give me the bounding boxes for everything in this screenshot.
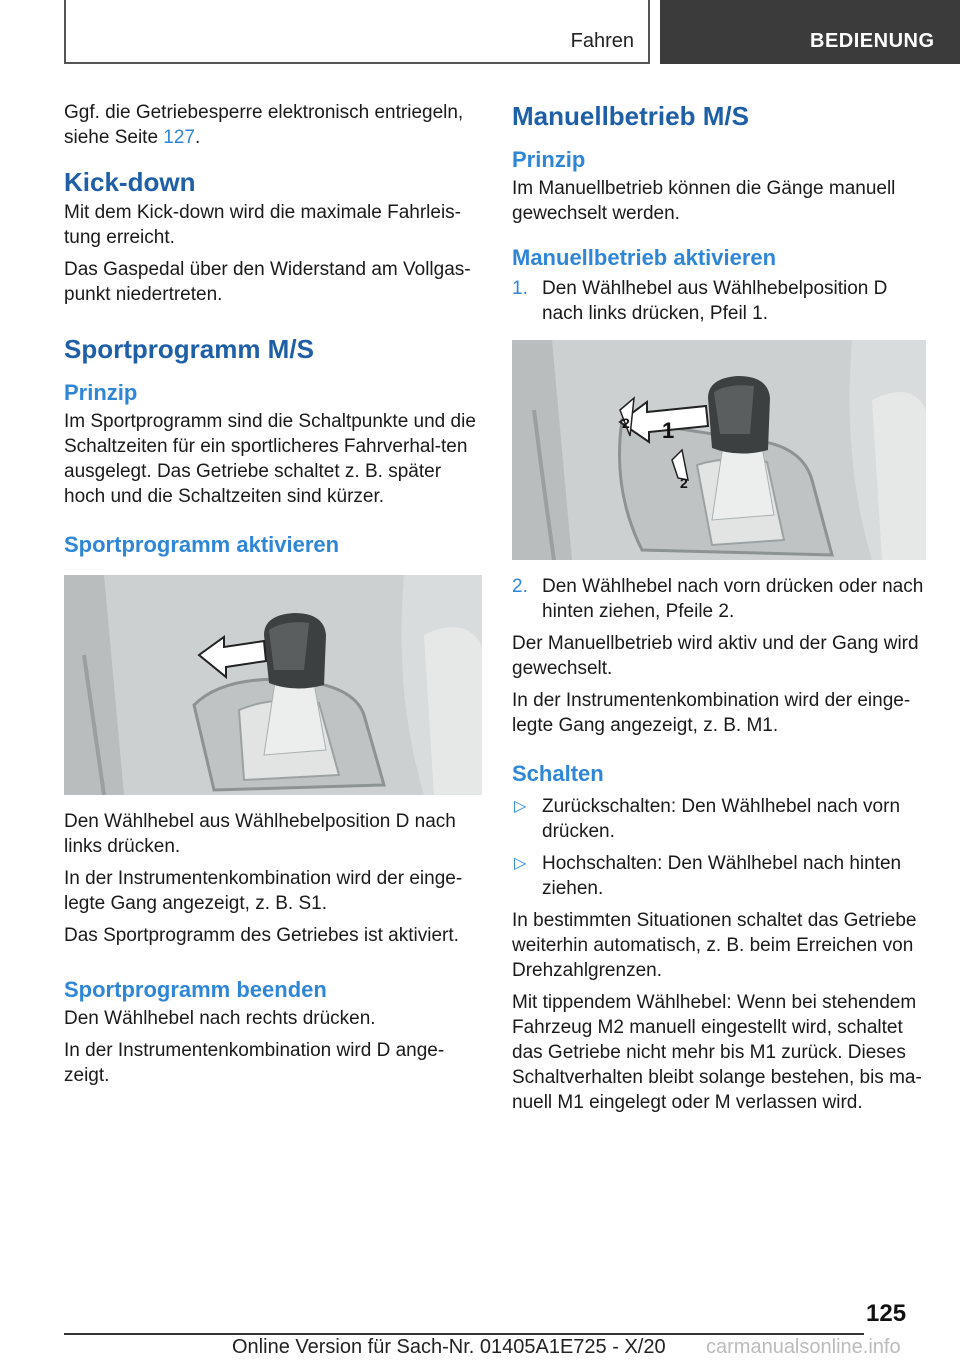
gear-lever-figure-manual [512, 340, 926, 560]
footer-divider [64, 1333, 864, 1335]
gear-lever-illustration [64, 575, 482, 795]
right-column [512, 100, 926, 1122]
sport-beenden-paragraph-1: Den Wählhebel nach rechts drücken. [64, 1008, 376, 1029]
kick-down-paragraph-2: Das Gaspedal über den Widerstand am Vollgas-punkt niedertreten. [64, 259, 471, 305]
triangle-bullet-icon: ▷ [514, 855, 527, 872]
sport-aktivieren-paragraph-3: Das Sportprogramm des Getriebes ist aktiviert. [64, 925, 459, 946]
schalten-paragraph-1: In bestimmten Situationen schaltet das Getriebe weiterhin automatisch, z. B. beim Erreichen von Drehzahlgrenzen. [512, 910, 917, 981]
intro-paragraph: Ggf. die Getriebesperre elektronisch entriegeln, siehe Seite 127. [64, 102, 464, 148]
header-chapter-box [660, 0, 960, 64]
bullet-text: Hochschalten: Den Wählhebel nach hinten ziehen. [542, 853, 902, 899]
page-link[interactable]: 127 [163, 127, 195, 148]
page-number: 125 [866, 1300, 907, 1327]
header-section-title: Fahren [570, 30, 634, 52]
step-item-1 [512, 276, 926, 326]
arrow-label-1: 1 [662, 418, 675, 443]
step-text: Den Wählhebel aus Wählhebelposition D nach links drücken, Pfeil 1. [542, 278, 888, 324]
triangle-bullet-icon: ▷ [514, 798, 527, 815]
sport-aktivieren-paragraph-2: In der Instrumentenkombination wird der einge-legte Gang angezeigt, z. B. S1. [64, 868, 463, 914]
sport-beenden-paragraph-2: In der Instrumentenkombination wird D ange-zeigt. [64, 1040, 445, 1086]
heading-prinzip-manual: Prinzip [512, 147, 586, 172]
heading-sportprogramm: Sportprogramm M/S [64, 334, 314, 364]
heading-sport-beenden: Sportprogramm beenden [64, 977, 327, 1002]
arrow-label-2b: 2 [680, 475, 688, 491]
gear-lever-figure-sport [64, 575, 482, 795]
kick-down-paragraph-1: Mit dem Kick-down wird die maximale Fahrleis-tung erreicht. [64, 202, 461, 248]
step-text: Den Wählhebel nach vorn drücken oder nach hinten ziehen, Pfeile 2. [542, 576, 924, 622]
manual-paragraph-1: Der Manuellbetrieb wird aktiv und der Gang wird gewechselt. [512, 633, 919, 679]
arrow-label-2a: 2 [622, 415, 630, 431]
step-number: 2. [512, 576, 528, 597]
heading-manual-aktivieren: Manuellbetrieb aktivieren [512, 245, 777, 270]
heading-manuellbetrieb: Manuellbetrieb M/S [512, 101, 749, 131]
prinzip-manual-paragraph: Im Manuellbetrieb können die Gänge manuell gewechselt werden. [512, 178, 896, 224]
manual-paragraph-2: In der Instrumentenkombination wird der einge-legte Gang angezeigt, z. B. M1. [512, 690, 911, 736]
bullet-item-2 [512, 851, 926, 901]
step-number: 1. [512, 278, 528, 299]
heading-schalten: Schalten [512, 761, 604, 786]
left-column [64, 100, 482, 1095]
heading-prinzip-sport: Prinzip [64, 380, 138, 405]
gear-lever-illustration [512, 340, 926, 560]
heading-kick-down: Kick-down [64, 167, 196, 197]
header-section-box [64, 0, 650, 64]
prinzip-sport-paragraph: Im Sportprogramm sind die Schaltpunkte und die Schaltzeiten für ein sportlicheres Fahrverhal-ten ausgelegt. Das Getriebe schaltet z. B. später hoch und die Schaltzeiten sind kürzer. [64, 411, 476, 507]
heading-sport-aktivieren: Sportprogramm aktivieren [64, 532, 340, 557]
bullet-text: Zurückschalten: Den Wählhebel nach vorn drücken. [542, 796, 901, 842]
sport-aktivieren-paragraph-1: Den Wählhebel aus Wählhebelposition D nach links drücken. [64, 811, 456, 857]
footer-watermark: carmanualsonline.info [706, 1336, 901, 1358]
header-chapter-title: BEDIENUNG [810, 30, 935, 52]
footer-online-version: Online Version für Sach-Nr. 01405A1E725 - X/20 [232, 1336, 666, 1358]
bullet-item-1 [512, 794, 926, 844]
step-item-2 [512, 574, 926, 624]
schalten-paragraph-2: Mit tippendem Wählhebel: Wenn bei stehendem Fahrzeug M2 manuell eingestellt wird, schaltet das Getriebe nicht mehr bis M1 zurück. Dieses Schaltverhalten bleibt solange bestehen, bis ma-nuell M1 eingelegt oder M verlassen wird. [512, 992, 922, 1113]
